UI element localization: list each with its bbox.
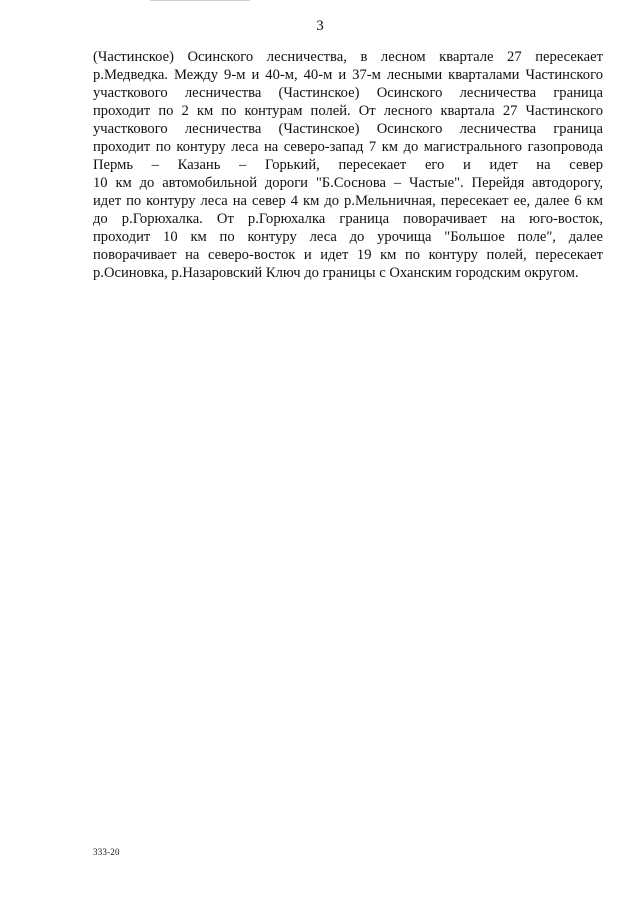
- document-code: 333-20: [93, 847, 120, 857]
- paragraph-line-1: (Частинское) Осинского лесничества, в лесном квартале 27 пересекает: [93, 49, 603, 65]
- paragraph-line-8: 10 км до автомобильной дороги "Б.Соснова – Частые". Перейдя автодорогу,: [93, 175, 603, 191]
- paragraph-line-13: р.Осиновка, р.Назаровский Ключ до границы с Оханским городским округом.: [93, 265, 579, 281]
- body-paragraph: [93, 48, 603, 282]
- paragraph-line-6: проходит по контуру леса на северо-запад 7 км до магистрального газопровода: [93, 139, 603, 155]
- paragraph-line-11: проходит 10 км по контуру леса до урочища "Большое поле", далее: [93, 229, 603, 245]
- scan-edge-line: [150, 0, 250, 1]
- paragraph-line-10: до р.Горюхалка. От р.Горюхалка граница поворачивает на юго-восток,: [93, 211, 603, 227]
- page-number: 3: [316, 18, 324, 34]
- paragraph-line-12: поворачивает на северо-восток и идет 19 км по контуру полей, пересекает: [93, 247, 603, 263]
- paragraph-line-7: Пермь – Казань – Горький, пересекает его и идет на север: [93, 157, 603, 173]
- paragraph-line-5: участкового лесничества (Частинское) Осинского лесничества граница: [93, 121, 603, 137]
- paragraph-line-4: проходит по 2 км по контурам полей. От лесного квартала 27 Частинского: [93, 103, 603, 119]
- paragraph-line-2: р.Медведка. Между 9-м и 40-м, 40-м и 37-м лесными кварталами Частинского: [93, 67, 603, 83]
- paragraph-line-9: идет по контуру леса на север 4 км до р.Мельничная, пересекает ее, далее 6 км: [93, 193, 603, 209]
- paragraph-line-3: участкового лесничества (Частинское) Осинского лесничества граница: [93, 85, 603, 101]
